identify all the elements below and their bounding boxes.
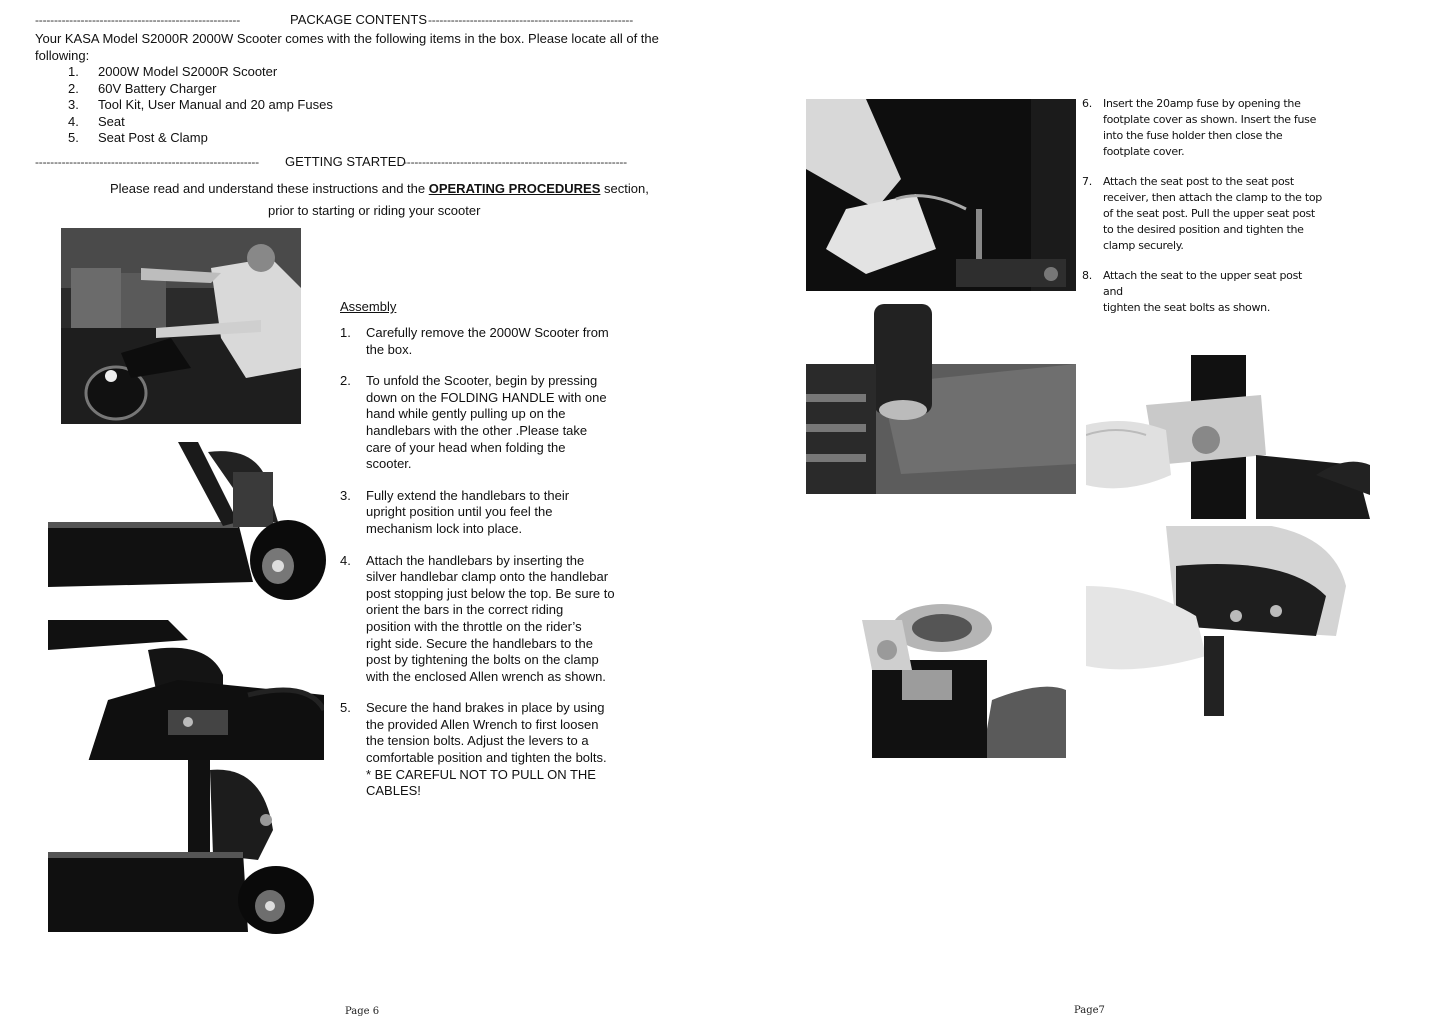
assembly-steps-continued bbox=[1082, 96, 1322, 330]
step-text: To unfold the Scooter, begin by pressing down on the FOLDING HANDLE with one hand while gently pulling up on the handlebars with the other .Please take care of your head when folding the scooter. bbox=[366, 373, 607, 472]
assembly-title: Assembly bbox=[340, 299, 397, 314]
package-item bbox=[68, 64, 333, 81]
read-line-text-end: section, bbox=[600, 181, 649, 196]
step-text: Fully extend the handlebars to their upright position until you feel the mechanism lock into place. bbox=[366, 487, 570, 536]
package-item bbox=[68, 97, 333, 114]
getting-started-dashes-left: ----------------------------------------------------------- bbox=[35, 155, 259, 169]
photo-brake-levers bbox=[48, 760, 324, 934]
step-number: 7. bbox=[1082, 175, 1092, 188]
step-text: Carefully remove the 2000W Scooter from the box. bbox=[366, 325, 609, 357]
package-item bbox=[68, 130, 333, 147]
photo-seat-bolts bbox=[1086, 526, 1350, 716]
step-text: Secure the hand brakes in place by using the provided Allen Wrench to first loosen the tension bolts. Adjust the levers to a comfortable position and tighten the bolts. * BE CAREFUL NOT TO PULL ON THE CABLES! bbox=[366, 700, 607, 799]
item-number: 5. bbox=[68, 130, 79, 145]
item-number: 1. bbox=[68, 64, 79, 79]
header-dashes-right: ------------------------------------------------------ bbox=[428, 13, 633, 27]
photo-unfold-scooter bbox=[48, 442, 328, 604]
read-instructions-line bbox=[110, 181, 649, 196]
header-dashes-left: ------------------------------------------------------ bbox=[35, 13, 240, 27]
page-number-left: Page 6 bbox=[345, 1006, 380, 1017]
step-text: Attach the handlebars by inserting the silver handlebar clamp onto the handlebar post stopping just below the top. Be sure to orient the bars in the correct riding position with the throttle on the rider’s right side. Secure the handlebars to the post by tightening the bolts on the clamp with the enclosed Allen wrench as shown. bbox=[366, 552, 615, 684]
step-number: 1. bbox=[340, 325, 351, 340]
package-list bbox=[68, 64, 333, 147]
package-contents-heading: PACKAGE CONTENTS bbox=[290, 12, 428, 27]
item-text: Seat bbox=[98, 113, 125, 129]
item-number: 3. bbox=[68, 97, 79, 112]
read-line-text: Please read and understand these instructions and the bbox=[110, 181, 429, 196]
step-text: Insert the 20amp fuse by opening the footplate cover as shown. Insert the fuse into the fuse holder then close the footplate cover. bbox=[1103, 97, 1317, 158]
photo-seat-post-receiver bbox=[806, 304, 1076, 494]
photo-unboxing bbox=[61, 228, 301, 424]
photo-handlebar-clamp bbox=[48, 620, 324, 762]
assembly-step bbox=[1082, 96, 1322, 160]
item-number: 2. bbox=[68, 80, 79, 96]
getting-started-dashes-right: ----------------------------------------------------------- bbox=[403, 155, 627, 169]
assembly-step bbox=[1082, 268, 1322, 316]
step-number: 2. bbox=[340, 373, 351, 389]
step-text: Attach the seat post to the seat post receiver, then attach the clamp to the top of the seat post. Pull the upper seat post to the desired position and tighten the clamp securely. bbox=[1103, 175, 1322, 252]
assembly-steps bbox=[340, 325, 620, 815]
getting-started-heading: GETTING STARTED bbox=[285, 154, 406, 169]
assembly-step bbox=[340, 325, 620, 358]
step-text: Attach the seat to the upper seat post and tighten the seat bolts as shown. bbox=[1103, 269, 1303, 314]
assembly-step bbox=[340, 488, 620, 538]
step-number: 8. bbox=[1082, 269, 1092, 282]
item-text: Seat Post & Clamp bbox=[98, 130, 208, 145]
item-text: 2000W Model S2000R Scooter bbox=[98, 64, 278, 79]
package-item bbox=[68, 81, 333, 98]
photo-seat-clamp-tighten bbox=[1086, 355, 1370, 519]
item-number: 4. bbox=[68, 113, 79, 129]
step-number: 6. bbox=[1082, 97, 1092, 110]
package-item bbox=[68, 114, 333, 131]
assembly-step bbox=[1082, 174, 1322, 254]
assembly-step bbox=[340, 553, 620, 686]
photo-fuse-insert bbox=[806, 99, 1076, 291]
step-number: 4. bbox=[340, 552, 351, 568]
operating-procedures-link[interactable]: OPERATING PROCEDURES bbox=[428, 181, 601, 196]
step-number: 3. bbox=[340, 487, 351, 503]
page-number-right: Page7 bbox=[1074, 1005, 1105, 1016]
assembly-step bbox=[340, 373, 620, 473]
read-instructions-line-2: prior to starting or riding your scooter bbox=[268, 203, 481, 218]
item-text: Tool Kit, User Manual and 20 amp Fuses bbox=[98, 97, 333, 112]
photo-seat-post-clamp bbox=[842, 600, 1066, 758]
step-number: 5. bbox=[340, 700, 351, 716]
package-intro: Your KASA Model S2000R 2000W Scooter comes with the following items in the box. Please locate all of the following: bbox=[35, 31, 659, 63]
assembly-step bbox=[340, 700, 620, 800]
item-text: 60V Battery Charger bbox=[98, 80, 217, 96]
